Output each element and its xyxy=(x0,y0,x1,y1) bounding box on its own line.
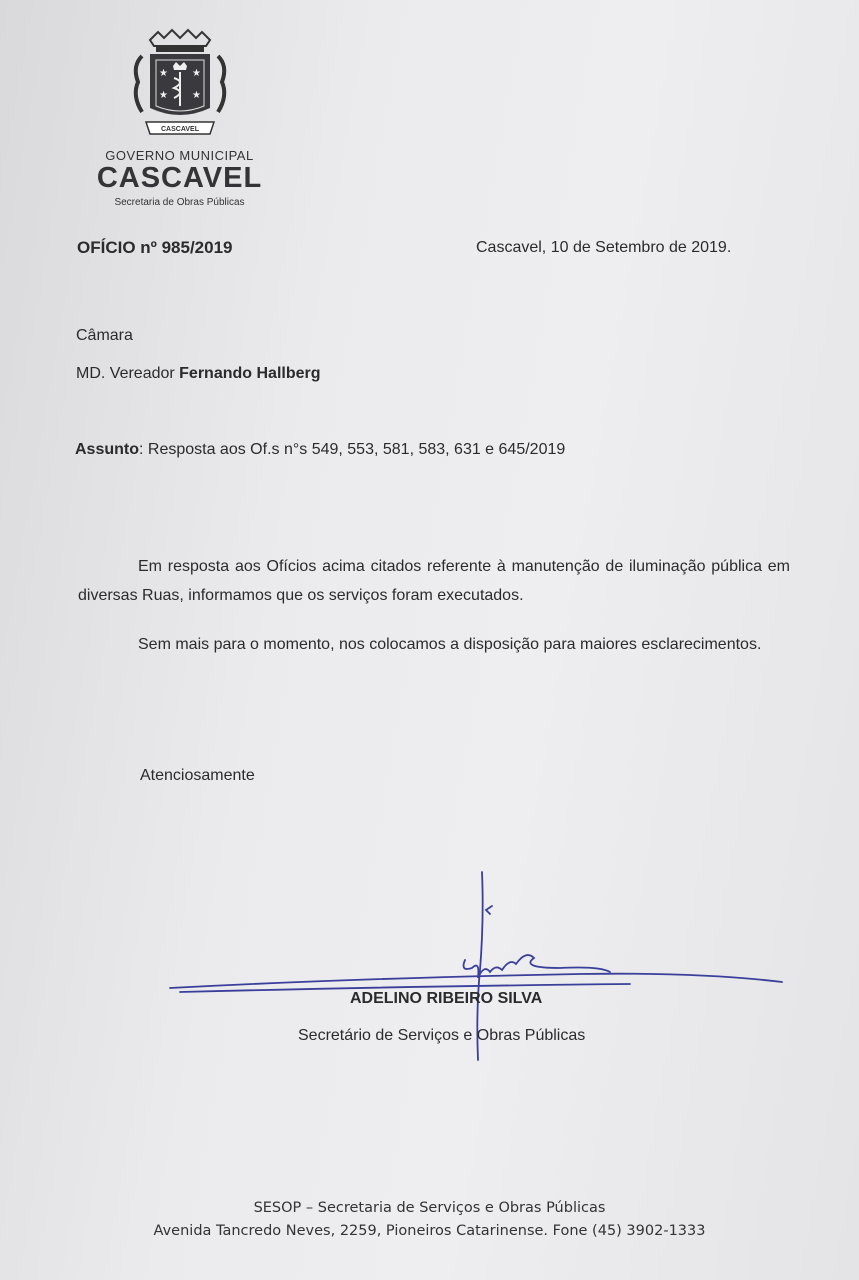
recipient-institution: Câmara xyxy=(76,327,133,344)
subject-label: Assunto xyxy=(75,441,139,458)
government-label: GOVERNO MUNICIPAL xyxy=(105,148,254,163)
svg-text:★: ★ xyxy=(159,68,168,79)
oficio-number: OFÍCIO nº 985/2019 xyxy=(77,238,233,257)
signatory-name: ADELINO RIBEIRO SILVA xyxy=(350,990,543,1007)
svg-text:★: ★ xyxy=(192,90,201,101)
city-crest-logo xyxy=(128,26,232,144)
department-name: Secretaria de Obras Públicas xyxy=(114,197,245,208)
crest-banner-text: CASCAVEL xyxy=(161,126,199,133)
footer-department: SESOP – Secretaria de Serviços e Obras Públicas xyxy=(253,1200,606,1216)
svg-text:★: ★ xyxy=(159,90,168,101)
subject-line xyxy=(75,441,565,459)
footer-address: Avenida Tancredo Neves, 2259, Pioneiros Catarinense. Fone (45) 3902-1333 xyxy=(153,1223,706,1239)
body-paragraph-2: Sem mais para o momento, nos colocamos a disposição para maiores esclarecimentos. xyxy=(138,636,762,653)
body-paragraph-1: Em resposta aos Ofícios acima citados referente à manutenção de iluminação pública em diversas Ruas, informamos que os serviços foram executados. xyxy=(78,558,790,604)
subject-text: : Resposta aos Of.s n°s 549, 553, 581, 583, 631 e 645/2019 xyxy=(139,441,566,458)
recipient-line xyxy=(76,365,321,383)
recipient-title: MD. Vereador xyxy=(76,365,180,382)
signatory-role: Secretário de Serviços e Obras Públicas xyxy=(298,1027,586,1044)
date-line: Cascavel, 10 de Setembro de 2019. xyxy=(476,239,732,256)
closing-text: Atenciosamente xyxy=(140,767,255,784)
svg-text:★: ★ xyxy=(192,68,201,79)
city-name: CASCAVEL xyxy=(96,162,263,194)
recipient-name: Fernando Hallberg xyxy=(179,365,321,382)
